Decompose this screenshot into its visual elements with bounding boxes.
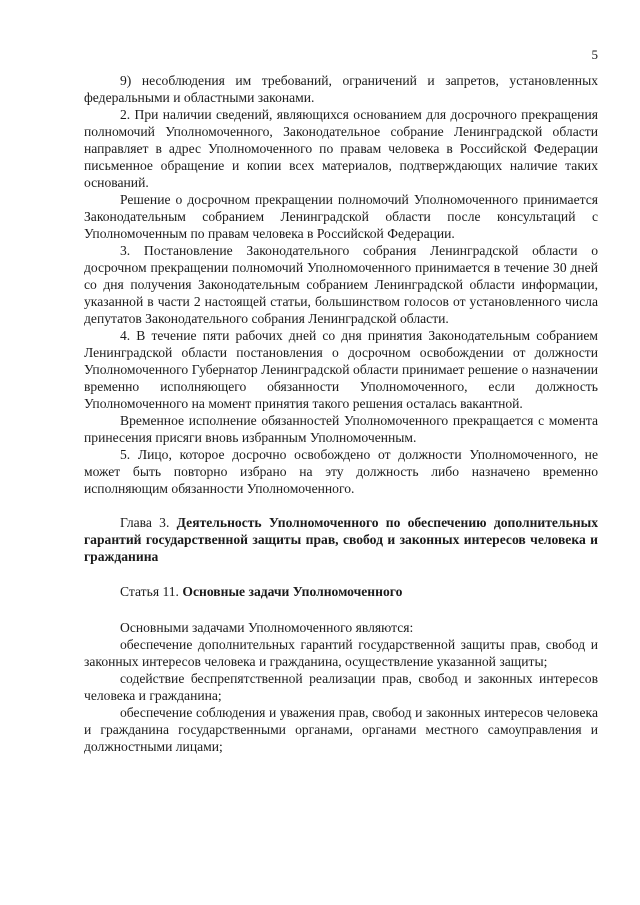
paragraph: 3. Постановление Законодательного собрания Ленинградской области о досрочном прекращении полномочий Уполномоченного принимается в течение 30 дней со дня получения Законодательным собранием Ленинградской области информации, указанной в части 2 настоящей статьи, большинством голосов от установленного числа депутатов Законодательного собрания Ленинградской области. [84,243,598,326]
article-prefix: Статья 11. [120,584,179,599]
paragraph: Решение о досрочном прекращении полномочий Уполномоченного принимается Законодательным собранием Ленинградской области после консультаций с Уполномоченным по правам человека в Российской Федерации. [84,192,598,241]
paragraph: обеспечение дополнительных гарантий государственной защиты прав, свобод и законных интересов человека и гражданина, осуществление указанной защиты; [84,637,598,669]
spacer [84,565,598,583]
chapter-heading [84,514,598,565]
paragraph: обеспечение соблюдения и уважения прав, свобод и законных интересов человека и гражданина государственными органами, органами местного самоуправления и должностными лицами; [84,705,598,754]
page-number: 5 [591,47,598,62]
chapter-title: Деятельность Уполномоченного по обеспечению дополнительных гарантий государственной защиты прав, свобод и законных интересов человека и гражданина [84,515,599,564]
paragraph: содействие беспрепятственной реализации прав, свобод и законных интересов человека и гражданина; [84,671,598,703]
paragraph: Временное исполнение обязанностей Уполномоченного прекращается с момента принесения присяги вновь избранным Уполномоченным. [84,413,598,445]
paragraph: 2. При наличии сведений, являющихся основанием для досрочного прекращения полномочий Уполномоченного, Законодательное собрание Ленинградской области направляет в адрес Уполномоченного по правам человека в Российской Федерации письменное обращение и копии всех материалов, подтверждающих наличие таких оснований. [84,107,598,190]
spacer [84,600,598,619]
paragraph: Основными задачами Уполномоченного являются: [120,620,414,635]
paragraph: 4. В течение пяти рабочих дней со дня принятия Законодательным собранием Ленинградской области постановления о досрочном освобождении от должности Уполномоченного Губернатор Ленинградской области принимает решение о назначении временно исполняющего обязанности Уполномоченного, если должность Уполномоченного на момент принятия такого решения осталась вакантной. [84,328,598,411]
document-body [84,72,598,755]
paragraph: 5. Лицо, которое досрочно освобождено от должности Уполномоченного, не может быть повторно избрано на эту должность либо назначено временно исполняющим обязанности Уполномоченного. [84,447,598,496]
spacer [84,497,598,514]
paragraph: 9) несоблюдения им требований, ограничений и запретов, установленных федеральными и областными законами. [84,73,598,105]
article-heading [84,583,598,600]
chapter-prefix: Глава 3. [120,515,170,530]
article-title: Основные задачи Уполномоченного [182,584,403,599]
